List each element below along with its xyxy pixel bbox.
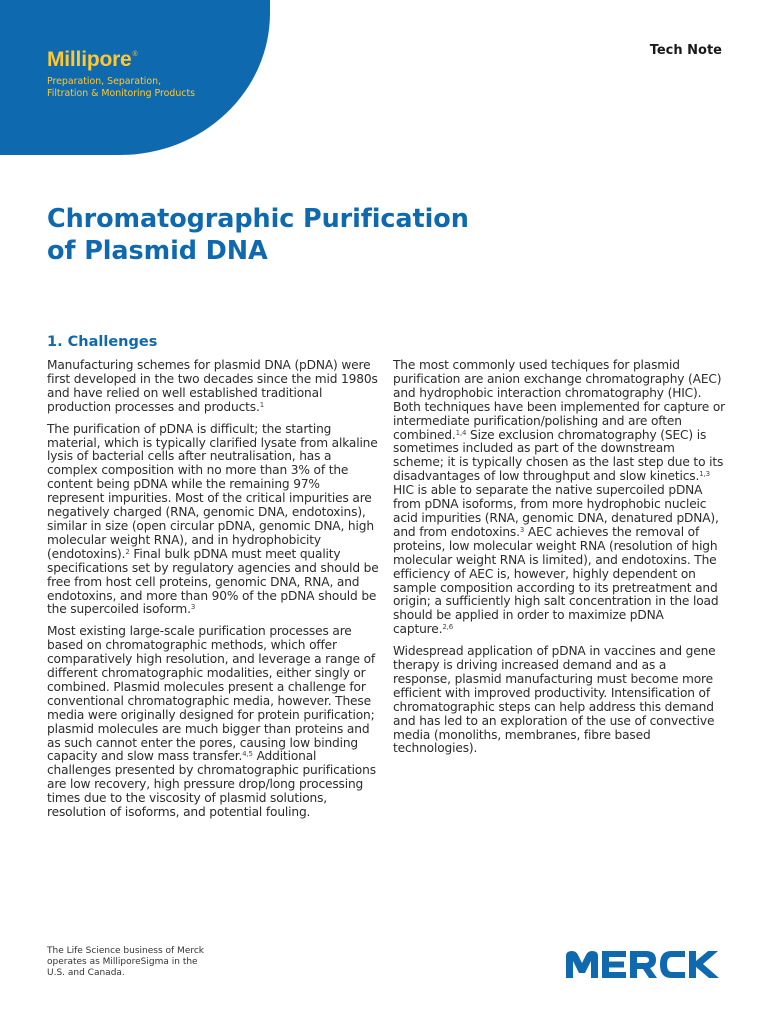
citation: 4,5 — [242, 750, 253, 759]
citation: 3 — [190, 603, 196, 612]
millipore-brand — [47, 43, 195, 100]
merck-logo — [566, 950, 722, 979]
right-column — [393, 359, 726, 764]
brand-tagline — [47, 76, 195, 100]
citation: 2,6 — [442, 623, 454, 632]
tagline-line-1: Preparation, Separation, — [47, 76, 162, 87]
citation: 1,4 — [455, 428, 467, 437]
title-line-2: of Plasmid DNA — [47, 236, 268, 266]
footer-note: The Life Science business of Merck operates as MilliporeSigma in the U.S. and Canada. — [47, 946, 205, 978]
citation: 1,3 — [699, 470, 710, 479]
citation: 3 — [519, 525, 525, 534]
page-title — [47, 203, 469, 267]
paragraph: Widespread application of pDNA in vaccines and gene therapy is driving increased demand and as a response, plasmid manufacturing must become more efficient with improved productivity. Intensification of chromatographic steps can help address this demand and has led to an exploration of the use of convective media (monoliths, membranes, fibre based technologies). — [393, 644, 716, 756]
paragraph: Most existing large-scale purification processes are based on chromatographic methods, which offer comparatively high resolution, and leverage a range of different chromatographic modalities, either singly or combined. Plasmid molecules present a challenge for conventional chromatographic media, however. These media were originally designed for protein purification; plasmid molecules are much bigger than proteins and as such cannot enter the pores, causing low binding capacity and slow mass transfer.$^{4,5}$ Additional challenges presented by chromatographic purifications are low recovery, high pressure drop/long processing times due to the viscosity of plasmid solutions, resolution of isoforms, and potential fouling. — [47, 624, 376, 820]
document-type-label: Tech Note — [649, 43, 722, 58]
section-heading: 1. Challenges — [47, 334, 158, 350]
left-column — [47, 359, 380, 828]
paragraph: The purification of pDNA is difficult; the starting material, which is typically clarified lysate from alkaline lysis of bacterial cells after neutralisation, has a complex composition with no more than 3% of the content being pDNA while the remaining 97% represent impurities. Most of the critical impurities are negatively charged (RNA, genomic DNA, endotoxins), similar in size (open circular pDNA, genomic DNA, high molecular weight RNA), and in hydrophobicity (endotoxins).$^2$ Final bulk pDNA must meet quality specifications set by regulatory agencies and should be free from host cell proteins, genomic DNA, RNA, and endotoxins, and more than 90% of the pDNA should be the supercoiled isoform.$^3$ — [47, 421, 379, 617]
citation: 2 — [125, 547, 130, 556]
registered-mark: ® — [132, 51, 138, 58]
paragraph: Manufacturing schemes for plasmid DNA (pDNA) were first developed in the two decades since the mid 1980s and have relied on well established traditional production processes and products.$^1$ — [47, 358, 378, 414]
tagline-line-2: Filtration & Monitoring Products — [47, 88, 196, 99]
millipore-logo: Millipore® — [47, 48, 138, 71]
paragraph: The most commonly used techiques for plasmid purification are anion exchange chromatography (AEC) and hydrophobic interaction chromatography (HIC). Both techniques have been implemented for capture or intermediate purification/polishing and are often combined.$^{1,4}$ Size exclusion chromatography (SEC) is sometimes included as part of the downstream scheme; it is typically chosen as the last step due to its disadvantages of low throughput and slow kinetics.$^{1,3}$ HIC is able to separate the native supercoiled pDNA from pDNA isoforms, from more hydrophobic nucleic acid impurities (RNA, genomic DNA, denatured pDNA), and from endotoxins.$^3$ AEC achieves the removal of proteins, low molecular weight RNA (resolution of high molecular weight RNA is limited), and endotoxins. The efficiency of AEC is, however, highly dependent on sample composition according to its pretreatment and origin; a sufficiently high salt concentration in the load should be applied in order to maximize pDNA capture.$^{2,6}$ — [393, 358, 725, 637]
citation: 1 — [259, 400, 264, 409]
title-line-1: Chromatographic Purification — [47, 204, 469, 234]
